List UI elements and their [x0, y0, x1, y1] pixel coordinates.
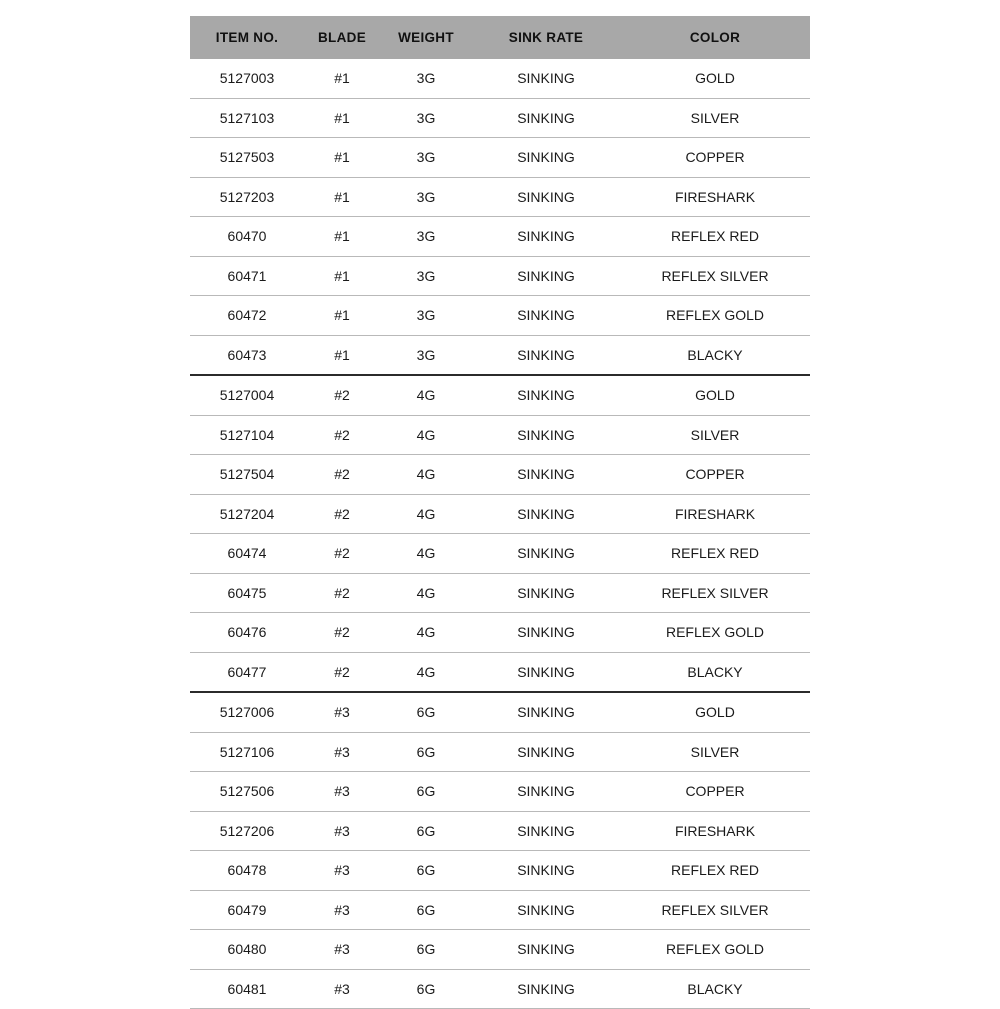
- column-header-blade: BLADE: [304, 16, 380, 59]
- cell-item-no: 60470: [190, 217, 304, 257]
- cell-item-no: 60477: [190, 652, 304, 692]
- cell-blade: #2: [304, 375, 380, 415]
- cell-color: REFLEX RED: [620, 851, 810, 891]
- cell-blade: #1: [304, 177, 380, 217]
- cell-weight: 3G: [380, 335, 472, 375]
- cell-sink-rate: SINKING: [472, 772, 620, 812]
- cell-weight: 6G: [380, 851, 472, 891]
- cell-color: COPPER: [620, 455, 810, 495]
- cell-color: GOLD: [620, 375, 810, 415]
- cell-blade: #2: [304, 494, 380, 534]
- column-header-item-no: ITEM NO.: [190, 16, 304, 59]
- cell-blade: #1: [304, 335, 380, 375]
- cell-color: REFLEX GOLD: [620, 296, 810, 336]
- cell-sink-rate: SINKING: [472, 494, 620, 534]
- cell-sink-rate: SINKING: [472, 652, 620, 692]
- table-header: [190, 16, 810, 59]
- cell-weight: 3G: [380, 59, 472, 98]
- table-row: [190, 930, 810, 970]
- cell-color: GOLD: [620, 692, 810, 732]
- cell-sink-rate: SINKING: [472, 98, 620, 138]
- cell-weight: 4G: [380, 534, 472, 574]
- cell-item-no: 5127103: [190, 98, 304, 138]
- cell-sink-rate: SINKING: [472, 296, 620, 336]
- cell-color: COPPER: [620, 772, 810, 812]
- cell-item-no: 5127104: [190, 415, 304, 455]
- cell-blade: #3: [304, 811, 380, 851]
- table-row: [190, 217, 810, 257]
- cell-blade: #3: [304, 851, 380, 891]
- cell-weight: 4G: [380, 375, 472, 415]
- table-row: [190, 851, 810, 891]
- cell-weight: 4G: [380, 613, 472, 653]
- cell-sink-rate: SINKING: [472, 415, 620, 455]
- column-header-sink-rate: SINK RATE: [472, 16, 620, 59]
- table-row: [190, 98, 810, 138]
- cell-weight: 6G: [380, 732, 472, 772]
- table-row: [190, 335, 810, 375]
- cell-color: COPPER: [620, 138, 810, 178]
- cell-item-no: 5127204: [190, 494, 304, 534]
- cell-item-no: 5127106: [190, 732, 304, 772]
- cell-color: REFLEX GOLD: [620, 613, 810, 653]
- cell-blade: #3: [304, 732, 380, 772]
- cell-item-no: 5127506: [190, 772, 304, 812]
- cell-weight: 6G: [380, 890, 472, 930]
- cell-item-no: 60479: [190, 890, 304, 930]
- cell-color: BLACKY: [620, 335, 810, 375]
- cell-color: BLACKY: [620, 652, 810, 692]
- cell-sink-rate: SINKING: [472, 256, 620, 296]
- cell-color: FIRESHARK: [620, 811, 810, 851]
- cell-sink-rate: SINKING: [472, 335, 620, 375]
- table-row: [190, 652, 810, 692]
- cell-item-no: 5127203: [190, 177, 304, 217]
- cell-sink-rate: SINKING: [472, 890, 620, 930]
- cell-color: FIRESHARK: [620, 177, 810, 217]
- cell-color: REFLEX RED: [620, 217, 810, 257]
- table-row: [190, 494, 810, 534]
- cell-weight: 6G: [380, 811, 472, 851]
- cell-item-no: 60481: [190, 969, 304, 1009]
- cell-color: BLACKY: [620, 969, 810, 1009]
- cell-weight: 6G: [380, 969, 472, 1009]
- cell-color: GOLD: [620, 59, 810, 98]
- cell-sink-rate: SINKING: [472, 811, 620, 851]
- cell-item-no: 60471: [190, 256, 304, 296]
- cell-item-no: 60473: [190, 335, 304, 375]
- cell-item-no: 60478: [190, 851, 304, 891]
- cell-item-no: 5127003: [190, 59, 304, 98]
- table-row: [190, 59, 810, 98]
- cell-sink-rate: SINKING: [472, 217, 620, 257]
- cell-sink-rate: SINKING: [472, 534, 620, 574]
- table-header-row: [190, 16, 810, 59]
- cell-sink-rate: SINKING: [472, 692, 620, 732]
- table-row: [190, 811, 810, 851]
- cell-blade: #1: [304, 296, 380, 336]
- cell-weight: 3G: [380, 177, 472, 217]
- cell-color: FIRESHARK: [620, 494, 810, 534]
- table-row: [190, 177, 810, 217]
- cell-weight: 6G: [380, 930, 472, 970]
- cell-weight: 6G: [380, 772, 472, 812]
- cell-sink-rate: SINKING: [472, 59, 620, 98]
- cell-weight: 3G: [380, 256, 472, 296]
- cell-color: SILVER: [620, 98, 810, 138]
- cell-blade: #1: [304, 138, 380, 178]
- cell-sink-rate: SINKING: [472, 573, 620, 613]
- cell-color: REFLEX SILVER: [620, 890, 810, 930]
- cell-sink-rate: SINKING: [472, 930, 620, 970]
- cell-item-no: 5127503: [190, 138, 304, 178]
- product-spec-table: [190, 16, 810, 1009]
- cell-sink-rate: SINKING: [472, 969, 620, 1009]
- column-header-color: COLOR: [620, 16, 810, 59]
- cell-blade: #3: [304, 692, 380, 732]
- cell-weight: 3G: [380, 217, 472, 257]
- cell-blade: #3: [304, 890, 380, 930]
- cell-blade: #3: [304, 969, 380, 1009]
- cell-weight: 4G: [380, 652, 472, 692]
- cell-item-no: 5127206: [190, 811, 304, 851]
- table-row: [190, 375, 810, 415]
- cell-weight: 4G: [380, 455, 472, 495]
- table-row: [190, 890, 810, 930]
- table-row: [190, 296, 810, 336]
- table-row: [190, 573, 810, 613]
- cell-sink-rate: SINKING: [472, 138, 620, 178]
- table-row: [190, 415, 810, 455]
- cell-blade: #1: [304, 217, 380, 257]
- cell-color: REFLEX GOLD: [620, 930, 810, 970]
- table-row: [190, 613, 810, 653]
- cell-sink-rate: SINKING: [472, 732, 620, 772]
- table-row: [190, 138, 810, 178]
- table-row: [190, 455, 810, 495]
- table-row: [190, 732, 810, 772]
- cell-color: REFLEX RED: [620, 534, 810, 574]
- cell-blade: #2: [304, 415, 380, 455]
- table-body: [190, 59, 810, 1009]
- cell-blade: #1: [304, 59, 380, 98]
- cell-sink-rate: SINKING: [472, 455, 620, 495]
- cell-blade: #3: [304, 930, 380, 970]
- cell-blade: #1: [304, 98, 380, 138]
- cell-weight: 4G: [380, 573, 472, 613]
- cell-blade: #3: [304, 772, 380, 812]
- cell-blade: #2: [304, 613, 380, 653]
- column-header-weight: WEIGHT: [380, 16, 472, 59]
- cell-item-no: 60474: [190, 534, 304, 574]
- cell-item-no: 60472: [190, 296, 304, 336]
- cell-sink-rate: SINKING: [472, 613, 620, 653]
- table-row: [190, 692, 810, 732]
- cell-weight: 4G: [380, 415, 472, 455]
- cell-blade: #2: [304, 534, 380, 574]
- cell-color: SILVER: [620, 732, 810, 772]
- cell-item-no: 60480: [190, 930, 304, 970]
- cell-sink-rate: SINKING: [472, 851, 620, 891]
- cell-item-no: 5127004: [190, 375, 304, 415]
- cell-color: REFLEX SILVER: [620, 573, 810, 613]
- cell-sink-rate: SINKING: [472, 177, 620, 217]
- cell-weight: 3G: [380, 296, 472, 336]
- cell-blade: #1: [304, 256, 380, 296]
- cell-blade: #2: [304, 573, 380, 613]
- cell-item-no: 60475: [190, 573, 304, 613]
- cell-sink-rate: SINKING: [472, 375, 620, 415]
- cell-item-no: 5127006: [190, 692, 304, 732]
- spec-table-wrapper: [190, 16, 810, 1009]
- cell-item-no: 60476: [190, 613, 304, 653]
- table-row: [190, 534, 810, 574]
- cell-color: REFLEX SILVER: [620, 256, 810, 296]
- cell-blade: #2: [304, 455, 380, 495]
- table-row: [190, 772, 810, 812]
- cell-item-no: 5127504: [190, 455, 304, 495]
- cell-weight: 3G: [380, 138, 472, 178]
- cell-blade: #2: [304, 652, 380, 692]
- cell-weight: 4G: [380, 494, 472, 534]
- cell-color: SILVER: [620, 415, 810, 455]
- cell-weight: 6G: [380, 692, 472, 732]
- table-row: [190, 969, 810, 1009]
- table-row: [190, 256, 810, 296]
- cell-weight: 3G: [380, 98, 472, 138]
